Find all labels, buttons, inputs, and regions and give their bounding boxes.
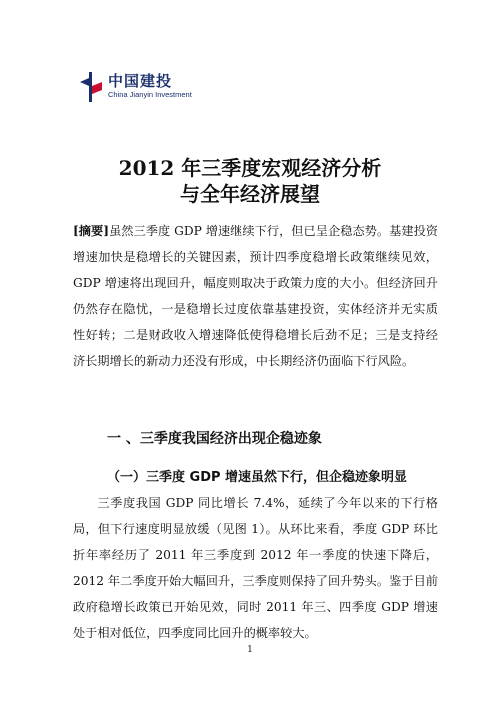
logo-cn-text: 中国建投 xyxy=(108,72,173,90)
section-heading: 一 、三季度我国经济出现企稳迹象 xyxy=(107,431,322,447)
logo-en-text: China Jianyin Investment xyxy=(108,90,192,99)
abstract-tag: [摘要] xyxy=(73,224,110,238)
jianyin-logo-icon xyxy=(80,72,102,102)
body-paragraph: 三季度我国 GDP 同比增长 7.4%，延续了今年以来的下行格局，但下行速度明显放缓（见图 1）。从环比来看，季度 GDP 环比折年率经历了 2011 年三季度到 2012 年一季度的快速下降后，2012 年二季度开始大幅回升，三季度则保持了回升势头。鉴于目前政府稳增长政策已开始见效，同时 2011 年三、四季度 GDP 增速处于相对低位，四季度同比回升的概率较大。 xyxy=(73,496,438,640)
abstract-text: 虽然三季度 GDP 增速继续下行，但已呈企稳态势。基建投资增速加快是稳增长的关键因素，预计四季度稳增长政策继续见效，GDP 增速将出现回升，幅度则取决于政策力度的大小。但经济回升仍然存在隐忧，一是稳增长过度依靠基建投资，实体经济并无实质性好转；二是财政收入增速降低使得稳增长后劲不足；三是支持经济长期增长的新动力还没有形成，中长期经济仍面临下行风险。 xyxy=(73,224,438,368)
company-logo xyxy=(80,70,210,110)
page-number: 1 xyxy=(247,645,253,655)
document-title-line2: 与全年经济展望 xyxy=(180,182,320,206)
document-title-line1: 2012 年三季度宏观经济分析 xyxy=(118,156,382,180)
subsection-heading: （一）三季度 GDP 增速虽然下行，但企稳迹象明显 xyxy=(107,470,408,485)
abstract-paragraph xyxy=(73,218,438,374)
